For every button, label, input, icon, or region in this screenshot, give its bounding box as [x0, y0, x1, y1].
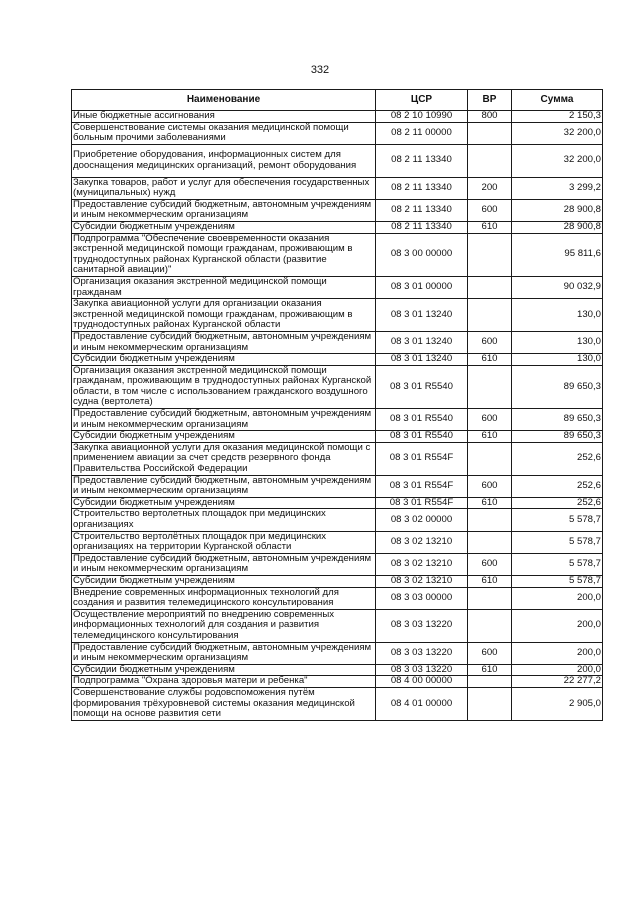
cell-vr: 200 [468, 177, 512, 199]
cell-sum: 130,0 [512, 354, 603, 366]
cell-csr: 08 3 02 13210 [376, 553, 468, 575]
cell-name: Предоставление субсидий бюджетным, автономным учреждениям и иным некоммерческим организациям [72, 331, 376, 353]
table-row [72, 365, 603, 408]
cell-sum: 2 150,3 [512, 111, 603, 123]
cell-vr [468, 299, 512, 332]
cell-sum: 22 277,2 [512, 676, 603, 688]
cell-sum: 28 900,8 [512, 221, 603, 233]
cell-vr [468, 687, 512, 720]
table-row [72, 354, 603, 366]
cell-vr [468, 442, 512, 475]
table-body [72, 111, 603, 721]
cell-csr: 08 3 03 13220 [376, 642, 468, 664]
cell-sum: 95 811,6 [512, 233, 603, 276]
cell-sum: 200,0 [512, 587, 603, 609]
cell-name: Приобретение оборудования, информационных систем для дооснащения медицинских организаций, ремонт оборудования [72, 144, 376, 177]
cell-vr [468, 233, 512, 276]
cell-sum: 5 578,7 [512, 553, 603, 575]
cell-name: Внедрение современных информационных технологий для создания и развития телемедицинского консультирования [72, 587, 376, 609]
cell-csr: 08 3 02 00000 [376, 509, 468, 531]
cell-sum: 89 650,3 [512, 431, 603, 443]
cell-sum: 2 905,0 [512, 687, 603, 720]
cell-vr [468, 587, 512, 609]
cell-vr: 600 [468, 553, 512, 575]
cell-name: Субсидии бюджетным учреждениям [72, 431, 376, 443]
cell-name: Субсидии бюджетным учреждениям [72, 576, 376, 588]
table-row [72, 609, 603, 642]
cell-sum: 89 650,3 [512, 365, 603, 408]
cell-sum: 5 578,7 [512, 576, 603, 588]
cell-csr: 08 3 03 00000 [376, 587, 468, 609]
table-row [72, 144, 603, 177]
cell-vr: 610 [468, 497, 512, 509]
header-csr: ЦСР [376, 90, 468, 111]
cell-sum: 32 200,0 [512, 122, 603, 144]
table-row [72, 509, 603, 531]
cell-name: Осуществление мероприятий по внедрению современных информационных технологий для создания и развития телемедицинского консультирования [72, 609, 376, 642]
cell-sum: 5 578,7 [512, 531, 603, 553]
table-row [72, 122, 603, 144]
table-row [72, 475, 603, 497]
table-row [72, 531, 603, 553]
page-number: 332 [310, 64, 330, 76]
cell-vr: 800 [468, 111, 512, 123]
cell-sum: 200,0 [512, 664, 603, 676]
cell-csr: 08 3 01 R554F [376, 497, 468, 509]
cell-csr: 08 3 01 13240 [376, 299, 468, 332]
table-row [72, 111, 603, 123]
table-row [72, 221, 603, 233]
cell-name: Строительство вертолётных площадок при медицинских организациях на территории Курганской области [72, 531, 376, 553]
cell-vr [468, 122, 512, 144]
cell-csr: 08 3 03 13220 [376, 664, 468, 676]
cell-csr: 08 2 11 00000 [376, 122, 468, 144]
cell-csr: 08 3 01 13240 [376, 331, 468, 353]
table-row [72, 177, 603, 199]
cell-vr: 600 [468, 475, 512, 497]
table-row [72, 409, 603, 431]
cell-csr: 08 4 00 00000 [376, 676, 468, 688]
cell-csr: 08 2 11 13340 [376, 144, 468, 177]
cell-name: Организация оказания экстренной медицинской помощи гражданам [72, 276, 376, 298]
cell-vr: 600 [468, 199, 512, 221]
cell-name: Субсидии бюджетным учреждениям [72, 221, 376, 233]
cell-sum: 5 578,7 [512, 509, 603, 531]
table-row [72, 199, 603, 221]
table-row [72, 642, 603, 664]
cell-sum: 90 032,9 [512, 276, 603, 298]
cell-name: Предоставление субсидий бюджетным, автономным учреждениям и иным некоммерческим организациям [72, 409, 376, 431]
table-row [72, 576, 603, 588]
cell-name: Совершенствование службы родовспоможения путём формирования трёхуровневой системы оказания медицинской помощи на основе развития сети [72, 687, 376, 720]
cell-name: Предоставление субсидий бюджетным, автономным учреждениям и иным некоммерческим организациям [72, 475, 376, 497]
cell-name: Предоставление субсидий бюджетным, автономным учреждениям и иным некоммерческим организациям [72, 553, 376, 575]
cell-vr [468, 609, 512, 642]
cell-csr: 08 2 11 13340 [376, 199, 468, 221]
table-row [72, 497, 603, 509]
cell-vr: 610 [468, 221, 512, 233]
cell-name: Совершенствование системы оказания медицинской помощи больным прочими заболеваниями [72, 122, 376, 144]
header-sum: Сумма [512, 90, 603, 111]
cell-sum: 130,0 [512, 331, 603, 353]
cell-sum: 252,6 [512, 475, 603, 497]
cell-csr: 08 3 01 R554F [376, 475, 468, 497]
table-row [72, 233, 603, 276]
cell-vr [468, 365, 512, 408]
table-header-row [72, 90, 603, 111]
table-row [72, 442, 603, 475]
table-row [72, 331, 603, 353]
cell-vr: 600 [468, 331, 512, 353]
cell-name: Закупка авиационной услуги для оказания медицинской помощи с применением авиации за счет средств резервного фонда Правительства Российской Федерации [72, 442, 376, 475]
cell-name: Подпрограмма "Обеспечение своевременности оказания экстренной медицинской помощи гражданам, проживающим в труднодоступных районах Курганской области (развитие санитарной авиации)" [72, 233, 376, 276]
cell-name: Иные бюджетные ассигнования [72, 111, 376, 123]
table-row [72, 676, 603, 688]
cell-name: Субсидии бюджетным учреждениям [72, 497, 376, 509]
cell-name: Подпрограмма "Охрана здоровья матери и ребенка" [72, 676, 376, 688]
cell-vr: 610 [468, 576, 512, 588]
cell-csr: 08 2 11 13340 [376, 221, 468, 233]
cell-csr: 08 3 02 13210 [376, 576, 468, 588]
header-vr: ВР [468, 90, 512, 111]
cell-vr: 610 [468, 664, 512, 676]
table-row [72, 299, 603, 332]
table-row [72, 553, 603, 575]
table-row [72, 664, 603, 676]
table-row [72, 276, 603, 298]
cell-csr: 08 3 01 R5540 [376, 365, 468, 408]
cell-vr [468, 144, 512, 177]
cell-sum: 130,0 [512, 299, 603, 332]
cell-sum: 252,6 [512, 442, 603, 475]
cell-name: Строительство вертолетных площадок при медицинских организациях [72, 509, 376, 531]
cell-sum: 28 900,8 [512, 199, 603, 221]
cell-sum: 200,0 [512, 609, 603, 642]
cell-csr: 08 3 03 13220 [376, 609, 468, 642]
cell-csr: 08 3 01 R5540 [376, 409, 468, 431]
cell-sum: 89 650,3 [512, 409, 603, 431]
cell-vr [468, 509, 512, 531]
cell-name: Закупка товаров, работ и услуг для обеспечения государственных (муниципальных) нужд [72, 177, 376, 199]
cell-name: Субсидии бюджетным учреждениям [72, 354, 376, 366]
cell-name: Предоставление субсидий бюджетным, автономным учреждениям и иным некоммерческим организациям [72, 642, 376, 664]
cell-name: Закупка авиационной услуги для организации оказания экстренной медицинской помощи гражданам, проживающим в труднодоступных районах Курганской области [72, 299, 376, 332]
cell-sum: 252,6 [512, 497, 603, 509]
table-row [72, 687, 603, 720]
cell-vr: 610 [468, 431, 512, 443]
cell-csr: 08 3 01 00000 [376, 276, 468, 298]
cell-sum: 3 299,2 [512, 177, 603, 199]
cell-csr: 08 3 00 00000 [376, 233, 468, 276]
cell-vr [468, 676, 512, 688]
cell-csr: 08 4 01 00000 [376, 687, 468, 720]
budget-table [71, 89, 603, 721]
cell-vr: 600 [468, 642, 512, 664]
cell-vr: 610 [468, 354, 512, 366]
cell-vr: 600 [468, 409, 512, 431]
cell-sum: 32 200,0 [512, 144, 603, 177]
cell-name: Предоставление субсидий бюджетным, автономным учреждениям и иным некоммерческим организациям [72, 199, 376, 221]
cell-csr: 08 2 10 10990 [376, 111, 468, 123]
header-name: Наименование [72, 90, 376, 111]
cell-csr: 08 2 11 13340 [376, 177, 468, 199]
cell-name: Субсидии бюджетным учреждениям [72, 664, 376, 676]
cell-vr [468, 531, 512, 553]
cell-csr: 08 3 01 R554F [376, 442, 468, 475]
cell-csr: 08 3 02 13210 [376, 531, 468, 553]
cell-vr [468, 276, 512, 298]
cell-csr: 08 3 01 R5540 [376, 431, 468, 443]
table-row [72, 587, 603, 609]
cell-name: Организация оказания экстренной медицинской помощи гражданам, проживающим в труднодоступных районах Курганской области, в том числе с использованием гражданского воздушного судна (вертолета) [72, 365, 376, 408]
cell-sum: 200,0 [512, 642, 603, 664]
table-row [72, 431, 603, 443]
cell-csr: 08 3 01 13240 [376, 354, 468, 366]
